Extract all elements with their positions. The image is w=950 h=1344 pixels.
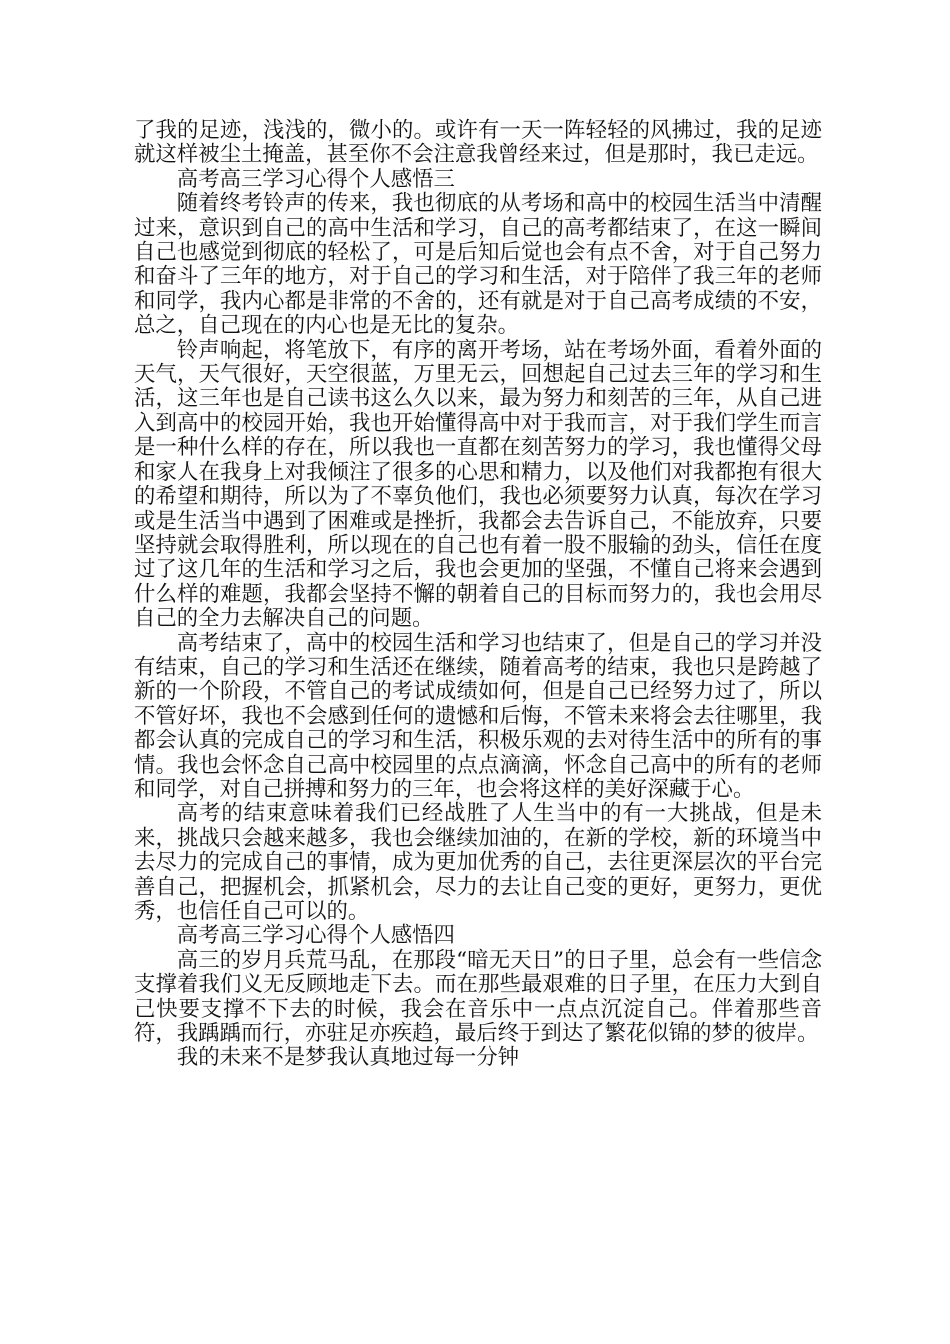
section-heading-3: 高考高三学习心得个人感悟三 xyxy=(176,166,455,192)
section-heading-4: 高考高三学习心得个人感悟四 xyxy=(176,923,455,949)
paragraph: 铃声响起，将笔放下，有序的离开考场，站在考场外面，看着外面的天气，天气很好，天空很蓝，万里无云，回想起自己过去三年的学习和生活，这三年也是自己读书这么久以来，最为努力和刻苦的三年，从自己进入到高中的校园开始，我也开始懂得高中对于我而言，对于我们学生而言是一种什么样的存在，所以我也一直都在刻苦努力的学习，我也懂得父母和家人在我身上对我倾注了很多的心思和精力，以及他们对我都抱有很大的希望和期待，所以为了不辜负他们，我也必须要努力认真，每次在学习或是生活当中遇到了困难或是挫折，我都会去告诉自己，不能放弃，只要坚持就会取得胜利，所以现在的自己也有着一股不服输的劲头，信任在度过了这几年的生活和学习之后，我也会更加的坚强，不懂自己将来会遇到什么样的难题，我都会坚持不懈的朝着自己的目标而努力的，我也会用尽自己的全力去解决自己的问题。 xyxy=(134,337,822,632)
paragraph: 高考结束了，高中的校园生活和学习也结束了，但是自己的学习并没有结束，自己的学习和生活还在继续，随着高考的结束，我也只是跨越了新的一个阶段，不管自己的考试成绩如何，但是自己已经努力过了，所以不管好坏，我也不会感到任何的遗憾和后悔，不管未来将会去往哪里，我都会认真的完成自己的学习和生活，积极乐观的去对待生活中的所有的事情。我也会怀念自己高中校园里的点点滴滴，怀念自己高中的所有的老师和同学，对自己拼搏和努力的三年，也会将这样的美好深藏于心。 xyxy=(134,630,822,802)
paragraph: 我的未来不是梦我认真地过每一分钟 xyxy=(176,1045,520,1071)
document-page xyxy=(134,119,822,1071)
paragraph-continued: 了我的足迹，浅浅的，微小的。或许有一天一阵轻轻的风拂过，我的足迹就这样被尘土掩盖，甚至你不会注意我曾经来过，但是那时，我已走远。 xyxy=(134,118,822,168)
paragraph: 高考的结束意味着我们已经战胜了人生当中的有一大挑战，但是未来，挑战只会越来越多，我也会继续加油的，在新的学校，新的环境当中去尽力的完成自己的事情，成为更加优秀的自己，去往更深层次的平台完善自己，把握机会，抓紧机会，尽力的去让自己变的更好，更努力，更优秀，也信任自己可以的。 xyxy=(134,801,822,924)
paragraph: 高三的岁月兵荒马乱，在那段“暗无天日”的日子里，总会有一些信念支撑着我们义无反顾地走下去。而在那些最艰难的日子里，在压力大到自己快要支撑不下去的时候，我会在音乐中一点点沉淀自己。伴着那些音符，我踽踽而行，亦驻足亦疾趋，最后终于到达了繁花似锦的梦的彼岸。 xyxy=(134,947,822,1047)
paragraph: 随着终考铃声的传来，我也彻底的从考场和高中的校园生活当中清醒过来，意识到自己的高中生活和学习，自己的高考都结束了，在这一瞬间自己也感觉到彻底的轻松了，可是后知后觉也会有点不舍，对于自己努力和奋斗了三年的地方，对于自己的学习和生活，对于陪伴了我三年的老师和同学，我内心都是非常的不舍的，还有就是对于自己高考成绩的不安，总之，自己现在的内心也是无比的复杂。 xyxy=(134,191,822,339)
